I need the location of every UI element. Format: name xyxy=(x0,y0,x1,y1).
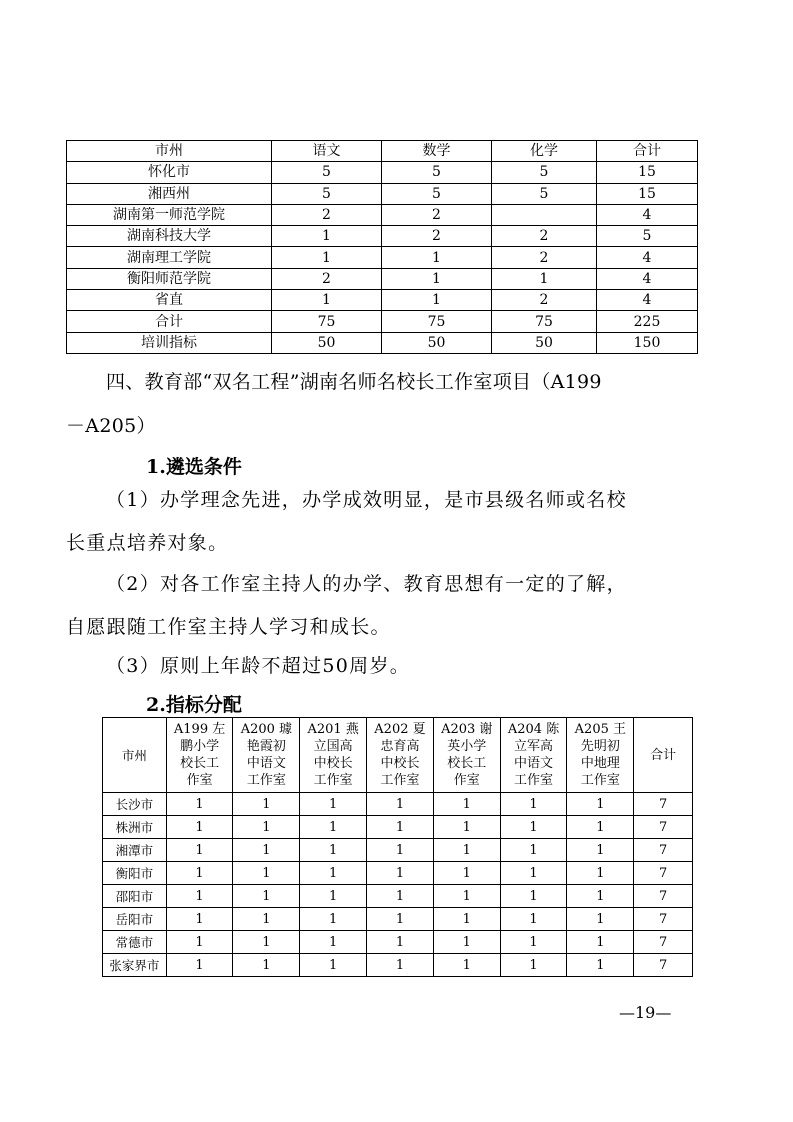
table-cell: 15 xyxy=(597,162,698,183)
table-row xyxy=(67,311,698,332)
header-line: 工作室 xyxy=(313,773,353,788)
table-cell: 长沙市 xyxy=(103,793,167,816)
header-cell-project xyxy=(233,718,300,793)
paragraph-line: （3）原则上年龄不超过50周岁。 xyxy=(106,655,411,677)
table-cell: 1 xyxy=(166,954,233,977)
table-cell: 5 xyxy=(272,162,382,183)
table-cell: 1 xyxy=(500,839,567,862)
table-cell: 张家界市 xyxy=(103,954,167,977)
table-row xyxy=(67,290,698,311)
header-line: 工作室 xyxy=(514,773,554,788)
table-cell: 5 xyxy=(492,183,597,204)
table-cell: 1 xyxy=(272,247,382,268)
header-line: 中校长 xyxy=(313,756,353,771)
table-row xyxy=(103,931,693,954)
table-row xyxy=(67,183,698,204)
paragraph-criterion-3 xyxy=(106,645,696,688)
table-cell: 4 xyxy=(597,290,698,311)
table-cell: 1 xyxy=(367,954,434,977)
header-line: 工作室 xyxy=(246,773,286,788)
table-cell: 1 xyxy=(272,226,382,247)
table-cell: 7 xyxy=(634,931,693,954)
table-cell: 150 xyxy=(597,332,698,353)
table-cell: 1 xyxy=(367,862,434,885)
header-cell: 语文 xyxy=(272,141,382,162)
table-cell: 衡阳师范学院 xyxy=(67,268,272,289)
table-cell: 1 xyxy=(272,290,382,311)
table-cell: 15 xyxy=(597,183,698,204)
header-cell-project xyxy=(433,718,500,793)
table-cell: 2 xyxy=(272,204,382,225)
table-cell: 7 xyxy=(634,816,693,839)
table-cell: 50 xyxy=(382,332,492,353)
header-line: 中语文 xyxy=(246,756,286,771)
header-line: A202 夏 xyxy=(374,722,426,737)
table-cell: 1 xyxy=(500,862,567,885)
table-cell: 1 xyxy=(433,931,500,954)
table-row xyxy=(103,885,693,908)
paragraph-line: （2）对各工作室主持人的办学、教育思想有一定的了解， xyxy=(106,573,627,595)
table-cell: 1 xyxy=(433,885,500,908)
table-cell: 1 xyxy=(492,268,597,289)
header-line: A203 谢 xyxy=(441,722,493,737)
section-heading-line2: －A205） xyxy=(66,415,156,437)
table-cell: 1 xyxy=(500,816,567,839)
header-line: 艳霞初 xyxy=(246,739,286,754)
table-cell: 1 xyxy=(300,954,367,977)
table-cell: 1 xyxy=(500,793,567,816)
table-cell: 1 xyxy=(233,839,300,862)
section-heading-line1: 四、教育部“双名工程”湖南名师名校长工作室项目（A199 xyxy=(106,371,602,393)
table-cell: 湘西州 xyxy=(67,183,272,204)
table-cell: 7 xyxy=(634,885,693,908)
table-cell: 4 xyxy=(597,204,698,225)
header-line: 工作室 xyxy=(380,773,420,788)
table-cell: 2 xyxy=(272,268,382,289)
table-cell: 1 xyxy=(166,816,233,839)
page-number: —19— xyxy=(619,1003,672,1022)
table-cell: 50 xyxy=(492,332,597,353)
table-cell: 湘潭市 xyxy=(103,839,167,862)
table-cell: 1 xyxy=(300,908,367,931)
quota-table-subjects xyxy=(66,140,698,354)
table-cell: 5 xyxy=(382,162,492,183)
header-line: 校长工 xyxy=(447,756,487,771)
table-row xyxy=(103,816,693,839)
table-cell: 1 xyxy=(382,247,492,268)
table-cell: 1 xyxy=(300,931,367,954)
table-cell: 1 xyxy=(367,793,434,816)
table-cell: 50 xyxy=(272,332,382,353)
table-row xyxy=(103,862,693,885)
table-cell: 1 xyxy=(300,885,367,908)
table-cell: 2 xyxy=(492,247,597,268)
table-cell: 1 xyxy=(300,839,367,862)
table-cell: 1 xyxy=(367,885,434,908)
table-cell: 1 xyxy=(567,885,634,908)
paragraph-line: （1）办学理念先进，办学成效明显，是市县级名师或名校 xyxy=(106,489,627,511)
table-cell: 湖南理工学院 xyxy=(67,247,272,268)
table-cell: 225 xyxy=(597,311,698,332)
table-cell: 7 xyxy=(634,862,693,885)
header-line: 作室 xyxy=(186,773,213,788)
header-line: 工作室 xyxy=(580,773,620,788)
table-cell: 1 xyxy=(367,931,434,954)
table-cell: 1 xyxy=(382,268,492,289)
table-cell: 1 xyxy=(367,816,434,839)
table-cell: 省直 xyxy=(67,290,272,311)
table-cell: 5 xyxy=(597,226,698,247)
header-line: 鹏小学 xyxy=(180,739,220,754)
table-row xyxy=(67,204,698,225)
header-line: 忠育高 xyxy=(380,739,420,754)
table-cell: 1 xyxy=(233,931,300,954)
table-cell: 1 xyxy=(300,862,367,885)
paragraph-criterion-2 xyxy=(66,563,696,649)
table-cell: 1 xyxy=(500,954,567,977)
table-cell: 75 xyxy=(382,311,492,332)
header-cell: 市州 xyxy=(103,718,167,793)
table-row xyxy=(67,332,698,353)
header-line: 立军高 xyxy=(514,739,554,754)
table-cell: 1 xyxy=(166,908,233,931)
table-cell: 1 xyxy=(166,839,233,862)
table-cell: 岳阳市 xyxy=(103,908,167,931)
subheading-quota-allocation: 2.指标分配 xyxy=(146,694,242,716)
header-cell-project xyxy=(166,718,233,793)
table-cell: 1 xyxy=(433,839,500,862)
table-cell: 5 xyxy=(492,162,597,183)
table-cell: 1 xyxy=(567,954,634,977)
table-row xyxy=(67,226,698,247)
table-cell: 邵阳市 xyxy=(103,885,167,908)
table-cell: 湖南第一师范学院 xyxy=(67,204,272,225)
header-line: A205 王 xyxy=(574,722,627,737)
table-cell: 1 xyxy=(300,816,367,839)
table-row xyxy=(67,268,698,289)
header-line: A204 陈 xyxy=(507,722,560,737)
table-cell: 湖南科技大学 xyxy=(67,226,272,247)
table-cell: 75 xyxy=(272,311,382,332)
header-line: 中地理 xyxy=(580,756,620,771)
table-cell: 1 xyxy=(166,931,233,954)
table-cell: 2 xyxy=(492,290,597,311)
table-cell: 1 xyxy=(300,793,367,816)
table-cell: 7 xyxy=(634,908,693,931)
table-cell xyxy=(492,204,597,225)
table-cell: 怀化市 xyxy=(67,162,272,183)
paragraph-line: 长重点培养对象。 xyxy=(66,532,229,554)
header-line: 英小学 xyxy=(447,739,487,754)
table-cell: 1 xyxy=(166,793,233,816)
table-cell: 2 xyxy=(492,226,597,247)
table-cell: 合计 xyxy=(67,311,272,332)
table-cell: 1 xyxy=(433,862,500,885)
table-cell: 培训指标 xyxy=(67,332,272,353)
header-cell: 合计 xyxy=(634,718,693,793)
table-row xyxy=(103,793,693,816)
table-cell: 2 xyxy=(382,226,492,247)
table-cell: 5 xyxy=(382,183,492,204)
header-cell-project xyxy=(500,718,567,793)
header-line: A199 左 xyxy=(173,722,226,737)
table-cell: 1 xyxy=(382,290,492,311)
table-cell: 1 xyxy=(567,839,634,862)
table-cell: 1 xyxy=(433,908,500,931)
header-line: 先明初 xyxy=(580,739,620,754)
header-cell: 化学 xyxy=(492,141,597,162)
table-cell: 1 xyxy=(233,816,300,839)
header-cell-project xyxy=(367,718,434,793)
table-cell: 4 xyxy=(597,268,698,289)
header-cell-project xyxy=(300,718,367,793)
header-cell: 市州 xyxy=(67,141,272,162)
paragraph-line: 自愿跟随工作室主持人学习和成长。 xyxy=(66,616,391,638)
table-cell: 4 xyxy=(597,247,698,268)
header-line: A200 璩 xyxy=(240,722,293,737)
table-cell: 1 xyxy=(500,908,567,931)
table-cell: 1 xyxy=(367,908,434,931)
header-line: 校长工 xyxy=(180,756,220,771)
table-cell: 1 xyxy=(500,885,567,908)
table-cell: 1 xyxy=(567,862,634,885)
table-cell: 1 xyxy=(233,954,300,977)
table-cell: 7 xyxy=(634,793,693,816)
table-cell: 1 xyxy=(367,839,434,862)
header-line: 中语文 xyxy=(514,756,554,771)
table-row xyxy=(103,839,693,862)
table-cell: 1 xyxy=(567,931,634,954)
table-cell: 1 xyxy=(433,816,500,839)
table-cell: 1 xyxy=(567,793,634,816)
header-line: 作室 xyxy=(453,773,480,788)
header-line: A201 燕 xyxy=(307,722,359,737)
table-header-row xyxy=(67,141,698,162)
table-header-row xyxy=(103,718,693,793)
header-line: 中校长 xyxy=(380,756,420,771)
paragraph-criterion-1 xyxy=(66,479,696,565)
table-cell: 1 xyxy=(567,816,634,839)
table-cell: 株洲市 xyxy=(103,816,167,839)
table-cell: 75 xyxy=(492,311,597,332)
table-cell: 衡阳市 xyxy=(103,862,167,885)
table-row xyxy=(103,908,693,931)
header-cell: 合计 xyxy=(597,141,698,162)
table-cell: 7 xyxy=(634,839,693,862)
table-cell: 1 xyxy=(166,885,233,908)
table-cell: 常德市 xyxy=(103,931,167,954)
table-cell: 7 xyxy=(634,954,693,977)
table-cell: 1 xyxy=(567,908,634,931)
header-cell-project xyxy=(567,718,634,793)
table-cell: 5 xyxy=(272,183,382,204)
section-heading xyxy=(66,360,696,448)
header-cell: 数学 xyxy=(382,141,492,162)
table-cell: 1 xyxy=(233,885,300,908)
table-cell: 1 xyxy=(233,908,300,931)
table-row xyxy=(67,162,698,183)
table-cell: 1 xyxy=(166,862,233,885)
table-row xyxy=(103,954,693,977)
header-line: 立国高 xyxy=(313,739,353,754)
subheading-selection-criteria: 1.遴选条件 xyxy=(146,456,242,478)
table-cell: 1 xyxy=(433,793,500,816)
table-row xyxy=(67,247,698,268)
table-cell: 1 xyxy=(500,931,567,954)
quota-table-studios xyxy=(102,717,693,977)
table-cell: 1 xyxy=(433,954,500,977)
table-cell: 1 xyxy=(233,793,300,816)
table-cell: 2 xyxy=(382,204,492,225)
table-cell: 1 xyxy=(233,862,300,885)
